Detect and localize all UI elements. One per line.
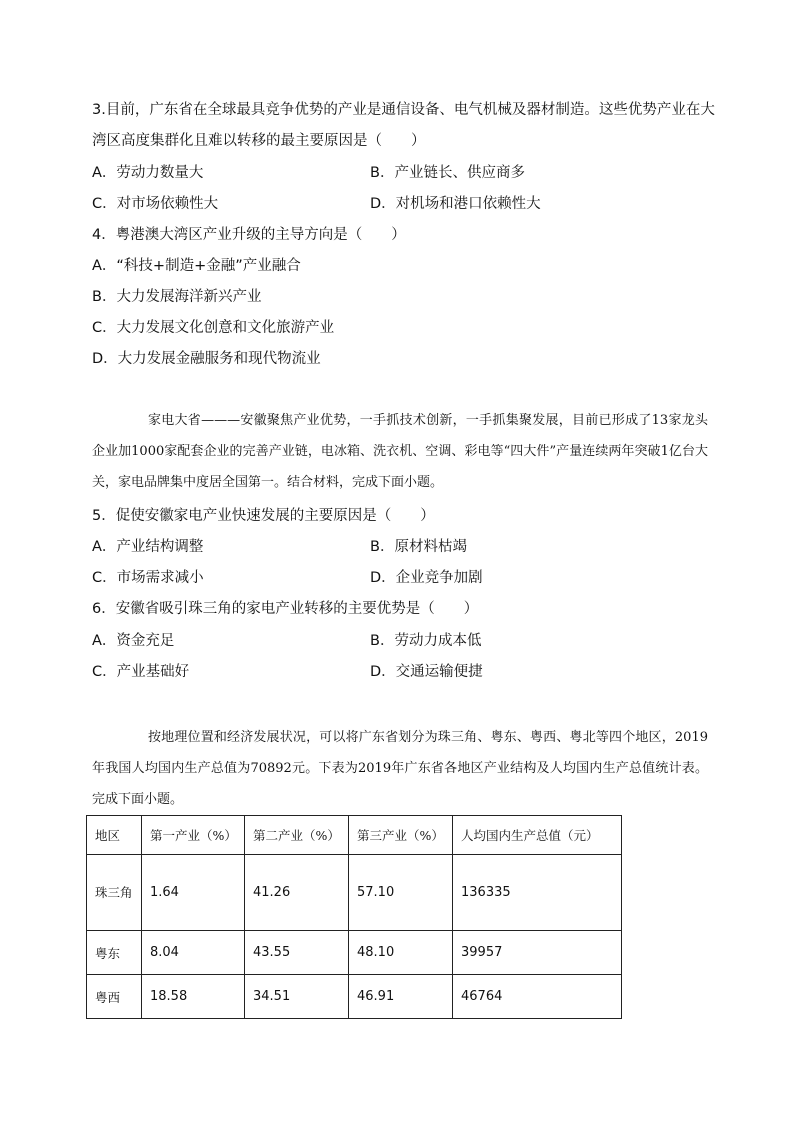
cell-region: 粤西 xyxy=(87,975,142,1019)
passage-guangdong-regions xyxy=(92,722,708,815)
cell-gdp-per-capita: 136335 xyxy=(453,855,622,931)
cell-primary: 1.64 xyxy=(142,855,245,931)
table-row xyxy=(87,931,622,975)
guangdong-industry-table xyxy=(86,815,622,1019)
q3-option-d: D．对机场和港口依赖性大 xyxy=(370,196,541,212)
q4-option-d: D．大力发展金融服务和现代物流业 xyxy=(92,351,321,367)
cell-region: 珠三角 xyxy=(87,855,142,931)
q5-option-a: A．产业结构调整 xyxy=(92,539,204,555)
table-row xyxy=(87,975,622,1019)
q6-option-c: C．产业基础好 xyxy=(92,664,190,680)
cell-secondary: 34.51 xyxy=(245,975,349,1019)
passage-anhui-appliances xyxy=(92,405,708,498)
cell-secondary: 41.26 xyxy=(245,855,349,931)
q3-option-a: A．劳动力数量大 xyxy=(92,165,204,181)
cell-gdp-per-capita: 46764 xyxy=(453,975,622,1019)
table-row xyxy=(87,855,622,931)
q5-stem: 5．促使安徽家电产业快速发展的主要原因是（ ） xyxy=(92,508,435,524)
header-tertiary-industry: 第三产业（%） xyxy=(349,816,453,855)
cell-tertiary: 46.91 xyxy=(349,975,453,1019)
header-gdp-per-capita: 人均国内生产总值（元） xyxy=(453,816,622,855)
cell-tertiary: 57.10 xyxy=(349,855,453,931)
q4-option-b: B．大力发展海洋新兴产业 xyxy=(92,289,262,305)
header-region: 地区 xyxy=(87,816,142,855)
header-secondary-industry: 第二产业（%） xyxy=(245,816,349,855)
cell-gdp-per-capita: 39957 xyxy=(453,931,622,975)
cell-tertiary: 48.10 xyxy=(349,931,453,975)
q3-stem-line2: 湾区高度集群化且难以转移的最主要原因是（ ） xyxy=(92,133,426,149)
cell-secondary: 43.55 xyxy=(245,931,349,975)
table-header-row xyxy=(87,816,622,855)
q6-option-d: D．交通运输便捷 xyxy=(370,664,483,680)
header-primary-industry: 第一产业（%） xyxy=(142,816,245,855)
q3-stem-line1: 3.目前，广东省在全球最具竞争优势的产业是通信设备、电气机械及器材制造。这些优势产业在大 xyxy=(92,102,715,118)
passage-guangdong-text: 按地理位置和经济发展状况，可以将广东省划分为珠三角、粤东、粤西、粤北等四个地区，2019年我国人均国内生产总值为70892元。下表为2019年广东省各地区产业结构及人均国内生产总值统计表。完成下面小题。 xyxy=(92,730,708,807)
q3-option-b: B．产业链长、供应商多 xyxy=(370,165,525,181)
q5-option-d: D．企业竞争加剧 xyxy=(370,570,483,586)
cell-primary: 18.58 xyxy=(142,975,245,1019)
cell-primary: 8.04 xyxy=(142,931,245,975)
q3-option-c: C．对市场依赖性大 xyxy=(92,196,219,212)
q6-option-a: A．资金充足 xyxy=(92,633,175,649)
q6-option-b: B．劳动力成本低 xyxy=(370,633,482,649)
q5-option-c: C．市场需求减小 xyxy=(92,570,204,586)
passage-anhui-text: 家电大省———安徽聚焦产业优势，一手抓技术创新，一手抓集聚发展，目前已形成了13家龙头企业加1000家配套企业的完善产业链，电冰箱、洗衣机、空调、彩电等“四大件”产量连续两年突破1亿台大关，家电品牌集中度居全国第一。结合材料，完成下面小题。 xyxy=(92,413,708,490)
q5-option-b: B．原材料枯竭 xyxy=(370,539,467,555)
q6-stem: 6．安徽省吸引珠三角的家电产业转移的主要优势是（ ） xyxy=(92,601,479,617)
q4-option-c: C．大力发展文化创意和文化旅游产业 xyxy=(92,320,335,336)
q4-option-a: A．“科技+制造+金融”产业融合 xyxy=(92,258,301,274)
cell-region: 粤东 xyxy=(87,931,142,975)
q4-stem: 4．粤港澳大湾区产业升级的主导方向是（ ） xyxy=(92,227,406,243)
